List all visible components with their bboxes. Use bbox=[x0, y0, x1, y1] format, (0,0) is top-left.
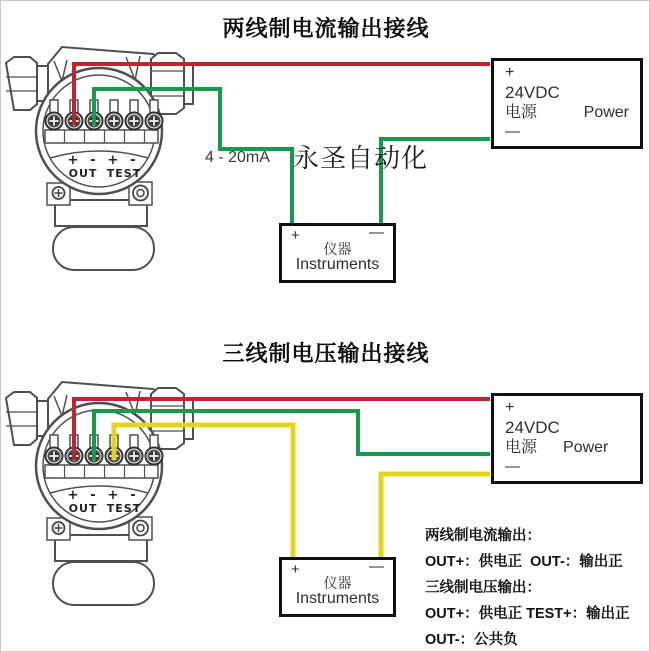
note-line: 两线制电流输出： bbox=[425, 528, 541, 544]
instruments-box-top bbox=[279, 223, 396, 283]
instrument-minus-terminal: — bbox=[369, 558, 384, 575]
power-supply-box-bottom bbox=[491, 393, 643, 484]
power-voltage-label: 24VDC bbox=[505, 83, 560, 103]
transmitter-device-top bbox=[6, 47, 193, 270]
power-plus-terminal: + bbox=[505, 399, 515, 416]
power-label-en: Power bbox=[583, 103, 629, 121]
instrument-minus-terminal: — bbox=[369, 224, 384, 241]
power-supply-box-top bbox=[491, 58, 643, 149]
signal-range-label: 4 - 20mA bbox=[205, 149, 270, 166]
power-label-en: Power bbox=[563, 438, 609, 456]
instrument-plus-terminal: + bbox=[291, 561, 300, 578]
diagram-title-three-wire: 三线制电压输出接线 bbox=[222, 341, 430, 366]
watermark-text: 永圣自动化 bbox=[293, 143, 429, 173]
power-plus-terminal: + bbox=[505, 64, 515, 81]
power-minus-terminal: — bbox=[505, 458, 520, 476]
power-minus-terminal: — bbox=[505, 123, 520, 141]
note-line: OUT+：供电正 TEST+：输出正 bbox=[425, 606, 630, 622]
instrument-label-en: Instruments bbox=[295, 256, 380, 273]
instruments-box-bottom bbox=[279, 557, 396, 617]
note-line: OUT-：公共负 bbox=[425, 632, 518, 648]
instrument-label-en: Instruments bbox=[295, 590, 380, 607]
power-voltage-label: 24VDC bbox=[505, 418, 560, 438]
instrument-label-cn: 仪器 bbox=[323, 575, 352, 591]
power-label-cn: 电源 bbox=[505, 103, 538, 121]
diagram-title-two-wire: 两线制电流输出接线 bbox=[222, 16, 430, 41]
instrument-plus-terminal: + bbox=[291, 227, 300, 244]
transmitter-device-bottom bbox=[6, 382, 193, 605]
instrument-label-cn: 仪器 bbox=[323, 241, 352, 257]
power-label-cn: 电源 bbox=[505, 438, 538, 456]
note-line: OUT+：供电正 OUT-：输出正 bbox=[425, 554, 623, 570]
wiring-notes bbox=[425, 523, 630, 652]
note-line: 三线制电压输出： bbox=[425, 580, 541, 596]
